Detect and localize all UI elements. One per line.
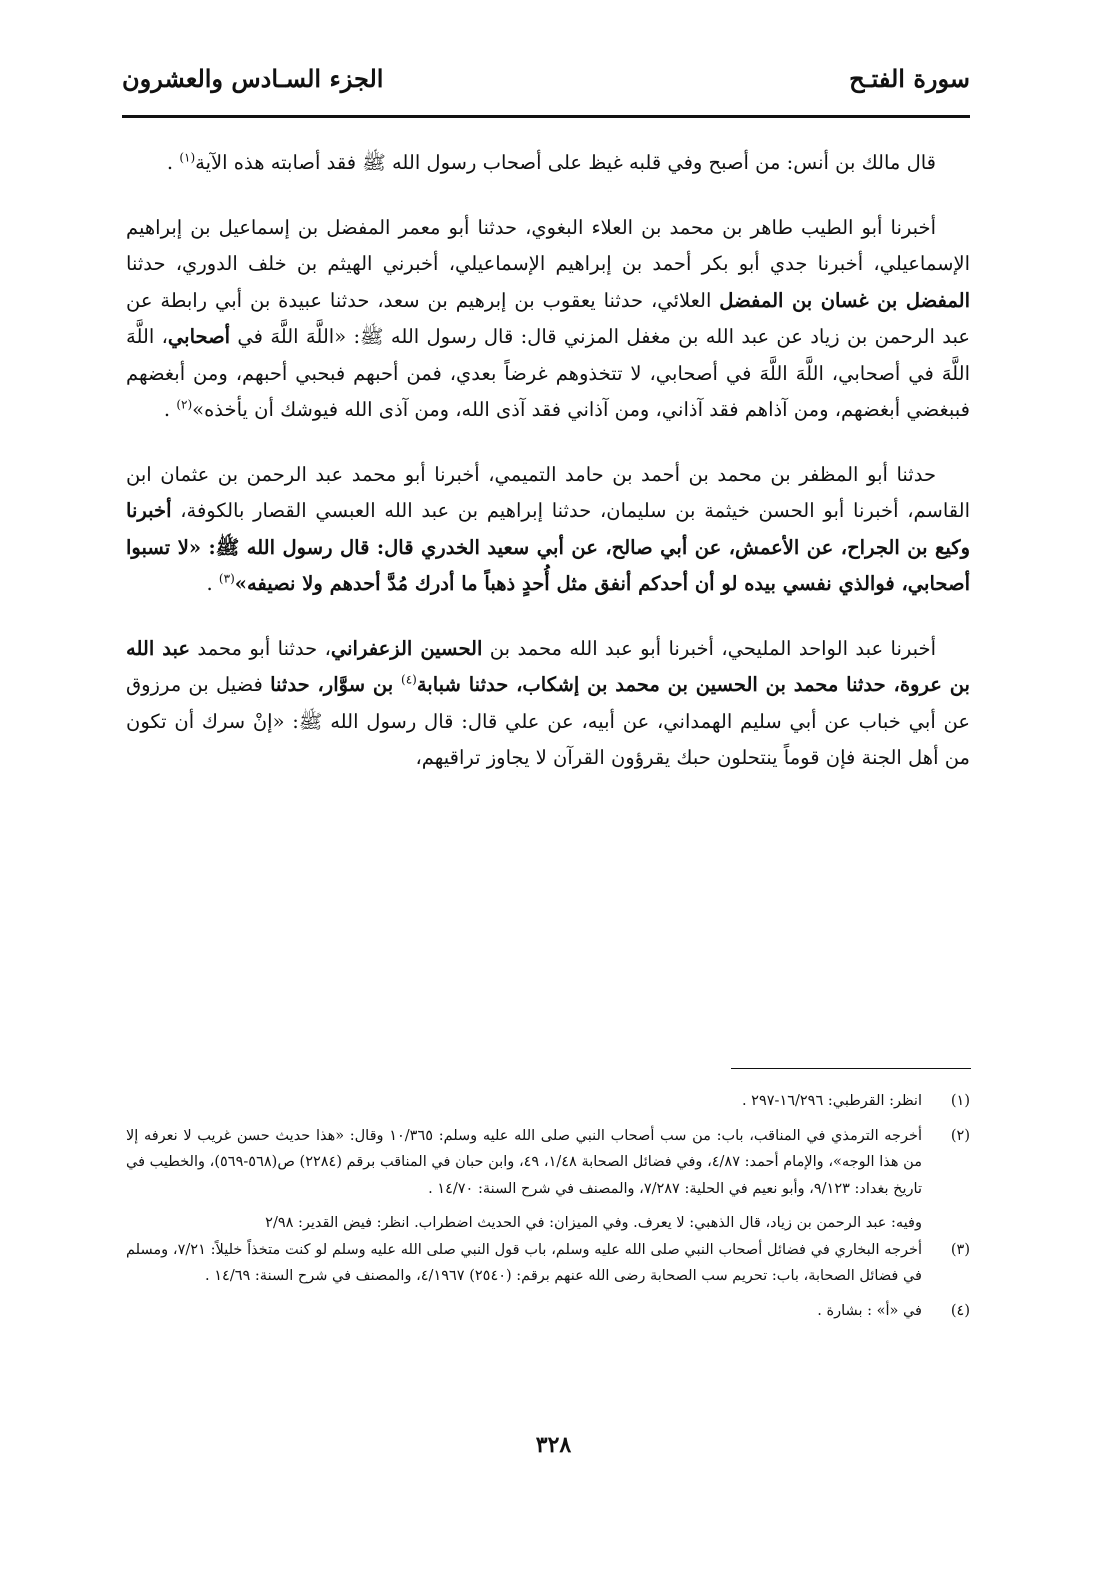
footnote-text: في «أ» : بشارة . xyxy=(817,1302,922,1319)
paragraph-4-text-c: فضيل بن مرزوق عن أبي خباب عن أبي سليم الهمداني، عن أبيه، عن علي قال: قال رسول الله ﷺ: «إنْ سرك أن تكون من أهل الجنة فإن قوماً ينتحلون حبك يقرؤون القرآن لا يجاوز تراقيهم، xyxy=(126,673,970,769)
header-divider xyxy=(122,115,970,118)
paragraph-2-text-b: العلائي، حدثنا يعقوب بن إبرهيم بن سعد، حدثنا عبيدة بن أبي رابطة عن عبد الرحمن بن زياد عن عبد الله بن مغفل المزني قال: قال رسول الله ﷺ: «اللَّهَ اللَّهَ في xyxy=(126,288,971,348)
footnote-1 xyxy=(126,1088,970,1115)
footnote-ref-3: (٣) xyxy=(218,571,235,586)
paragraph-3 xyxy=(126,457,970,603)
footnote-ref-1: (١) xyxy=(179,150,196,165)
paragraph-3-end: . xyxy=(206,572,219,595)
paragraph-4-text-b: ، حدثنا أبو محمد xyxy=(190,636,331,660)
paragraph-4-bold-a: الحسين الزعفراني xyxy=(330,636,483,660)
footnote-number: (٣) xyxy=(950,1241,970,1258)
paragraph-2 xyxy=(126,210,970,429)
juz-title: الجزء السـادس والعشرون xyxy=(122,64,384,93)
paragraph-3-text-a: حدثنا أبو المظفر بن محمد بن أحمد بن حامد التميمي، أخبرنا أبو محمد عبد الرحمن بن عثمان ابن القاسم، أخبرنا أبو الحسن خيثمة بن سليمان، حدثنا إبراهيم بن عبد الله العبسي القصار بالكوفة، xyxy=(126,462,970,522)
footnote-text: انظر: القرطبي: ١٦/٢٩٦-٢٩٧ . xyxy=(741,1093,922,1109)
paragraph-4 xyxy=(126,631,970,777)
footnote-ref-2: (٢) xyxy=(176,397,193,412)
footnote-2 xyxy=(126,1123,970,1203)
footnote-4 xyxy=(126,1298,970,1325)
paragraph-2-bold-b: أصحابي xyxy=(167,325,231,348)
footnote-text: أخرجه الترمذي في المناقب، باب: من سب أصحاب النبي صلى الله عليه وسلم: ١٠/٣٦٥ وقال: «هذا حديث حسن غريب لا نعرفه إلا من هذا الوجه»، والإمام أحمد: ٤/٨٧، وفي فضائل الصحابة ١/٤٨، ٤٩، وابن حبان في المناقب برقم (٢٢٨٤) ص(٥٦٨-٥٦٩)، والخطيب في تاريخ بغداد: ٩/١٢٣، وأبو نعيم في الحلية: ٧/٢٨٧، والمصنف في شرح السنة: ١٤/٧٠ . xyxy=(126,1127,922,1197)
paragraph-2-text-a: أخبرنا أبو الطيب طاهر بن محمد بن العلاء البغوي، حدثنا أبو معمر المفضل بن إسماعيل بن إبراهيم الإسماعيلي، أخبرنا جدي أبو بكر أحمد بن إبراهيم الإسماعيلي، أخبرني الهيثم بن خلف الدوري، حدثنا xyxy=(126,215,970,275)
main-text xyxy=(126,145,970,805)
paragraph-1-text: قال مالك بن أنس: من أصبح وفي قلبه غيظ على أصحاب رسول الله ﷺ فقد أصابته هذه الآية xyxy=(195,151,936,174)
footnote-3 xyxy=(126,1237,970,1290)
surah-title: سورة الفتـح xyxy=(849,64,970,93)
footnote-ref-4: (٤) xyxy=(401,672,417,687)
paragraph-4-bold-c: بن سوَّار، حدثنا xyxy=(270,673,402,696)
running-header xyxy=(122,58,970,108)
footnotes xyxy=(126,1088,970,1332)
page-number: ٣٢٨ xyxy=(535,1432,572,1458)
paragraph-1 xyxy=(126,145,970,182)
paragraph-2-bold-a: المفضل بن غسان بن المفضل xyxy=(719,288,971,312)
footnote-number: (٢) xyxy=(950,1127,970,1144)
footnote-text: أخرجه البخاري في فضائل أصحاب النبي صلى الله عليه وسلم، باب قول النبي صلى الله عليه وسلم لو كنت متخذاً خليلاً: ٧/٢١، ومسلم في فضائل الصحابة، باب: تحريم سب الصحابة رضى الله عنهم برقم: (٢٥٤٠) ٤/١٩٦٧، والمصنف في شرح السنة: ١٤/٦٩ . xyxy=(126,1241,922,1284)
footnote-number: (٤) xyxy=(950,1302,970,1319)
footnote-divider xyxy=(731,1068,971,1069)
paragraph-3-bold: أخبرنا وكيع بن الجراح، عن الأعمش، عن أبي صالح، عن أبي سعيد الخدري قال: قال رسول الله ﷺ: «لا تسبوا أصحابي، فوالذي نفسي بيده لو أن أحدكم أنفق مثل أُحدٍ ذهباً ما أدرك مُدَّ أحدهم ولا نصيفه» xyxy=(126,499,970,595)
paragraph-1-end: . xyxy=(166,151,180,174)
footnote-number: (١) xyxy=(950,1093,970,1109)
paragraph-4-text-a: أخبرنا عبد الواحد المليحي، أخبرنا أبو عبد الله محمد بن xyxy=(482,636,937,660)
paragraph-4-bold-b: عبد الله بن عروة، حدثنا محمد بن الحسين بن محمد بن إشكاب، حدثنا شبابة xyxy=(126,636,970,696)
paragraph-2-end: . xyxy=(163,398,177,421)
footnote-2-continuation: وفيه: عبد الرحمن بن زياد، قال الذهبي: لا يعرف. وفي الميزان: في الحديث اضطراب. انظر: فيض القدير: ٢/٩٨ xyxy=(265,1215,922,1231)
paragraph-2-text-c: ، اللَّهَ اللَّهَ في أصحابي، اللَّهَ اللَّهَ في أصحابي، لا تتخذوهم غرضاً بعدي، فمن أحبهم فبحبي أحبهم، ومن أبغضهم فببغضي أبغضهم، ومن آذاهم فقد آذاني، ومن آذاني فقد آذى الله، ومن آذى الله فيوشك أن يأخذه» xyxy=(126,325,970,421)
